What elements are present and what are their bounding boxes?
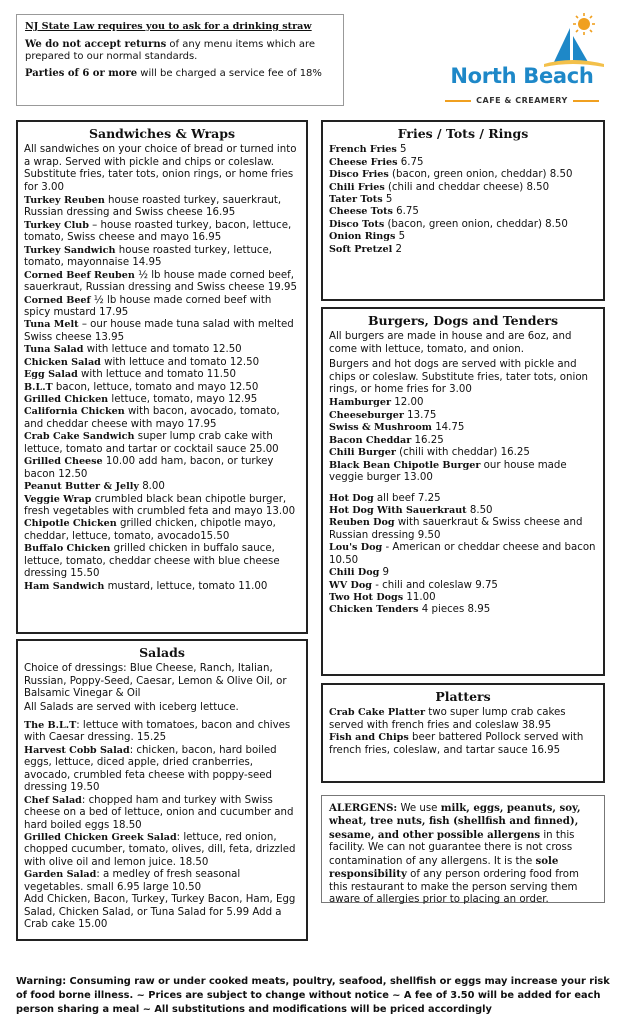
dog-list: [329, 493, 597, 617]
fries-item: [329, 194, 597, 206]
salad-item: [24, 795, 300, 832]
salad-item-name: The B.L.T: [24, 720, 77, 731]
burger-item-desc: 16.25: [411, 434, 444, 446]
burger-item: [329, 410, 597, 422]
fries-item-desc: 2: [392, 243, 402, 255]
dog-item-name: WV Dog: [329, 579, 372, 591]
dog-item-name: Lou's Dog: [329, 542, 383, 554]
sandwich-item-desc: 10.00 add ham, bacon, or turkey bacon 12.50: [24, 456, 274, 480]
sandwich-item-desc: with bacon, avocado, tomato, and cheddar cheese with mayo 17.95: [24, 406, 280, 430]
platter-list: [329, 707, 597, 757]
burger-item-desc: 13.75: [403, 409, 437, 421]
logo-name: North Beach: [450, 64, 594, 88]
salad-item-desc: : chopped ham and turkey with Swiss cheese on a bed of lettuce, onion and cucumber and hard boiled eggs 18.50: [24, 794, 294, 831]
allergen-label: ALERGENS:: [329, 802, 398, 814]
burger-item-desc: 12.00: [391, 397, 424, 409]
fries-item-name: Chili Fries: [329, 181, 385, 193]
salad-item-name: Chef Salad: [24, 794, 82, 806]
burger-list: [329, 397, 597, 484]
salads-lettuce-note: All Salads are served with iceberg lettuce.: [24, 701, 239, 713]
salads-section: [16, 639, 308, 941]
fries-item: [329, 231, 597, 243]
dog-item-desc: 4 pieces 8.95: [418, 604, 491, 616]
allergen-list: milk, eggs, peanuts, soy, wheat, tree nuts, fish (shellfish and finned), sesame, and other possible allergens: [329, 802, 581, 841]
sandwich-item-name: Ham Sandwich: [24, 580, 105, 592]
sandwich-item-name: Chicken Salad: [24, 356, 101, 368]
dog-item-desc: - American or cheddar cheese and bacon 10.50: [329, 542, 596, 566]
burger-item-name: Cheeseburger: [329, 409, 404, 421]
burger-item-name: Chili Burger: [329, 447, 396, 459]
sandwiches-title: Sandwiches & Wraps: [88, 126, 236, 141]
sandwich-item-name: Tuna Salad: [24, 344, 84, 356]
salad-item-desc: : lettuce, red onion, chopped cucumber, tomato, olives, dill, feta, drizzled with olive oil and lemon juice. 18.50: [24, 831, 296, 868]
sandwiches-intro: All sandwiches on your choice of bread or turned into a wrap. Served with pickle and chips or coleslaw. Substitute fries, tater tots, onion rings, or home fries for 3.00: [24, 144, 297, 193]
sandwich-item-desc: mustard, lettuce, tomato 11.00: [104, 580, 268, 592]
sandwiches-section: [16, 120, 308, 634]
fries-item-name: Onion Rings: [329, 231, 396, 243]
burger-item: [329, 397, 597, 409]
platter-item-name: Fish and Chips: [329, 732, 409, 744]
fries-item: [329, 244, 597, 256]
sandwich-item-name: Tuna Melt: [24, 319, 79, 331]
platter-item-name: Crab Cake Platter: [329, 707, 425, 719]
fries-item-desc: 5: [395, 231, 406, 243]
dog-item-desc: with sauerkraut & Swiss cheese and Russian dressing 9.50: [329, 517, 583, 541]
burger-item: [329, 447, 597, 459]
sandwich-item-name: Chipotle Chicken: [24, 518, 117, 530]
dog-item-desc: 11.00: [403, 592, 436, 603]
fries-item-name: Disco Tots: [329, 218, 385, 230]
burger-item-name: Swiss & Mushroom: [329, 422, 432, 434]
salads-title: Salads: [139, 645, 185, 660]
sandwich-item-desc: grilled chicken, chipotle mayo, cheddar, lettuce, tomato, avocado15.50: [24, 518, 276, 542]
sandwich-item-desc: – house roasted turkey, bacon, lettuce, tomato, Swiss cheese and mayo 16.95: [24, 219, 292, 244]
dog-item-name: Hot Dog: [329, 492, 374, 504]
fries-item: [329, 219, 597, 231]
dog-item: [329, 505, 597, 517]
sandwich-item: [24, 431, 300, 456]
sandwich-item: [24, 494, 300, 519]
dog-item-name: Chili Dog: [329, 567, 380, 579]
fries-item-name: Cheese Tots: [329, 206, 393, 218]
burger-item-name: Bacon Cheddar: [329, 434, 412, 446]
sandwich-item-name: Turkey Club: [24, 219, 89, 231]
sandwich-item-desc: – our house made tuna salad with melted Swiss cheese 13.95: [24, 319, 294, 343]
salad-item-desc: : lettuce with tomatoes, bacon and chives with Caesar dressing. 15.25: [24, 720, 291, 744]
party-fee-policy: Parties of 6 or more will be charged a service fee of 18%: [25, 68, 322, 80]
sandwich-item-desc: lettuce, tomato, mayo 12.95: [108, 394, 258, 405]
sandwich-item: [24, 394, 300, 406]
fries-section: [321, 120, 605, 301]
returns-policy: We do not accept returns of any menu items which are prepared to our normal standards.: [25, 38, 316, 62]
sandwich-item-name: Peanut Butter & Jelly: [24, 481, 139, 493]
dog-item: [329, 567, 597, 579]
burgers-sides-note: Burgers and hot dogs are served with pickle and chips or coleslaw. Substitute fries, tater tots, onion rings, or home fries for 3.00: [329, 359, 589, 395]
fries-item: [329, 169, 597, 181]
platter-item-desc: two super lump crab cakes served with french fries and coleslaw 38.95: [329, 707, 566, 731]
sandwich-item-name: Veggie Wrap: [24, 493, 92, 505]
dog-item: [329, 493, 597, 505]
logo-subtitle: CAFE & CREAMERY: [432, 96, 612, 106]
dog-item: [329, 542, 597, 567]
sandwich-item-desc: with lettuce and tomato 12.50: [83, 344, 242, 356]
salad-item-name: Garden Salad: [24, 869, 97, 881]
fries-list: [329, 144, 597, 256]
dog-item-name: Chicken Tenders: [329, 604, 419, 616]
burger-item-name: Hamburger: [329, 397, 392, 409]
fries-item: [329, 206, 597, 218]
burger-item-desc: (chili with cheddar) 16.25: [395, 447, 530, 459]
sandwich-item: [24, 382, 300, 394]
fries-item-name: Disco Fries: [329, 169, 389, 181]
burger-item-name: Black Bean Chipotle Burger: [329, 459, 481, 471]
sandwich-item: [24, 270, 300, 295]
sun-icon: [573, 13, 595, 35]
sailboat-icon: [554, 28, 588, 62]
salad-item-desc: : chicken, bacon, hard boiled eggs, lettuce, diced apple, dried cranberries, avocado, crumbled feta cheese with poppy-seed dressing 19.50: [24, 744, 277, 794]
sandwich-item-desc: house roasted turkey, lettuce, tomato, mayonnaise 14.95: [24, 244, 273, 269]
dog-item-desc: all beef 7.25: [373, 492, 441, 504]
salad-list: [24, 720, 300, 894]
salads-dressings: Choice of dressings: Blue Cheese, Ranch, Italian, Russian, Poppy-Seed, Caesar, Lemon & Olive Oil, or Balsamic Vinegar & Oil: [24, 663, 287, 700]
fries-item-name: Soft Pretzel: [329, 243, 393, 255]
burgers-intro: All burgers are made in house and are 6oz, and come with lettuce, tomato, and onion.: [329, 331, 572, 355]
burger-item: [329, 422, 597, 434]
north-beach-logo: [432, 10, 612, 110]
sandwich-item: [24, 295, 300, 320]
fries-item: [329, 182, 597, 194]
fries-item-name: French Fries: [329, 144, 397, 156]
fries-item-desc: 6.75: [397, 156, 424, 168]
sandwich-item: [24, 369, 300, 381]
burger-item-desc: 14.75: [431, 422, 465, 434]
salad-addons: Add Chicken, Bacon, Turkey, Turkey Bacon, Ham, Egg Salad, Chicken Salad, or Tuna Salad for 5.99 Add a Crab cake 15.00: [24, 894, 296, 930]
dog-item-name: Reuben Dog: [329, 517, 395, 529]
sandwich-item-desc: with lettuce and tomato 12.50: [100, 356, 260, 368]
platters-section: [321, 683, 605, 783]
burger-item-desc: our house made veggie burger 13.00: [329, 459, 567, 484]
sandwich-item-name: Buffalo Chicken: [24, 543, 111, 555]
salad-item-name: Grilled Chicken Greek Salad: [24, 831, 177, 843]
fries-title: Fries / Tots / Rings: [397, 126, 529, 141]
sandwich-item-desc: house roasted turkey, sauerkraut, Russian dressing and Swiss cheese 16.95: [24, 195, 282, 219]
fries-item: [329, 157, 597, 169]
sandwich-item-desc: crumbled black bean chipotle burger, fresh vegetables with crumbled feta and mayo 13.00: [24, 493, 296, 517]
burgers-section: [321, 307, 605, 676]
sandwich-item-desc: bacon, lettuce, tomato and mayo 12.50: [52, 381, 259, 393]
sandwich-item: [24, 245, 300, 270]
dog-item-name: Hot Dog With Sauerkraut: [329, 504, 467, 516]
sandwich-item-name: California Chicken: [24, 406, 125, 418]
sandwich-item-name: Crab Cake Sandwich: [24, 431, 135, 443]
fries-item-desc: (bacon, green onion, cheddar) 8.50: [388, 169, 573, 181]
sandwich-item: [24, 518, 300, 543]
sandwich-item-name: Egg Salad: [24, 369, 78, 381]
sandwich-item-name: B.L.T: [24, 381, 53, 393]
sandwich-item-name: Corned Beef Reuben: [24, 269, 135, 281]
fries-item-desc: 6.75: [392, 206, 419, 218]
sandwich-item-name: Grilled Cheese: [24, 456, 103, 468]
sandwich-item-desc: grilled chicken in buffalo sauce, lettuce, tomato, cheddar cheese with blue cheese dressing 15.50: [24, 543, 280, 580]
sandwich-item: [24, 357, 300, 369]
dog-item-desc: - chili and coleslaw 9.75: [372, 579, 498, 591]
sandwich-item-desc: ½ lb house made corned beef, sauerkraut, Russian dressing and Swiss cheese 19.95: [24, 269, 297, 294]
platter-item-desc: beer battered Pollock served with french fries, coleslaw, and tartar sauce 16.95: [329, 732, 584, 756]
dog-item: [329, 604, 597, 616]
sandwich-item-desc: ½ lb house made corned beef with spicy mustard 17.95: [24, 294, 272, 318]
salad-item-name: Harvest Cobb Salad: [24, 744, 130, 756]
fries-item-desc: (chili and cheddar cheese) 8.50: [384, 181, 550, 193]
burger-item: [329, 460, 597, 485]
sandwich-item: [24, 581, 300, 593]
salad-item: [24, 869, 300, 894]
dog-item-desc: 9: [379, 567, 390, 579]
sandwich-item-desc: with lettuce and tomato 11.50: [77, 369, 236, 381]
fries-item-name: Tater Tots: [329, 194, 383, 205]
sandwich-item: [24, 543, 300, 580]
sandwich-item-name: Grilled Chicken: [24, 394, 109, 405]
dog-item-desc: 8.50: [466, 504, 493, 516]
fries-item-name: Cheese Fries: [329, 156, 398, 168]
salad-item: [24, 745, 300, 795]
dog-item-name: Two Hot Dogs: [329, 592, 404, 603]
salad-item-desc: : a medley of fresh seasonal vegetables. small 6.95 large 10.50: [24, 869, 241, 893]
sandwich-item: [24, 319, 300, 344]
fries-item-desc: 5: [382, 194, 393, 205]
fries-item-desc: (bacon, green onion, cheddar) 8.50: [384, 218, 568, 230]
fries-item: [329, 144, 597, 156]
salad-item: [24, 832, 300, 869]
sandwich-item: [24, 406, 300, 431]
sandwich-item-desc: 8.00: [138, 481, 165, 493]
sandwich-item: [24, 344, 300, 356]
sandwich-item-name: Turkey Reuben: [24, 195, 105, 206]
fries-item-desc: 5: [396, 144, 407, 156]
platter-item: [329, 707, 597, 732]
sandwich-item: [24, 481, 300, 493]
dog-item: [329, 517, 597, 542]
sandwich-item-desc: super lump crab cake with lettuce, tomato and tartar or cocktail sauce 25.00: [24, 431, 279, 455]
dog-item: [329, 580, 597, 592]
platter-item: [329, 732, 597, 757]
platters-title: Platters: [435, 689, 491, 704]
sandwich-item-name: Turkey Sandwich: [24, 244, 116, 256]
food-warning: Warning: Consuming raw or under cooked meats, poultry, seafood, shellfish or eggs may increase your risk of food borne illness. ~ Prices are subject to change without notice ~ A fee of 3.50 will be added for each person sharing a meal ~ All substitutions and modifications will be priced accordingly: [16, 976, 610, 1016]
dog-item: [329, 592, 597, 604]
sandwich-item: [24, 220, 300, 245]
straw-law-notice: NJ State Law requires you to ask for a drinking straw: [25, 21, 312, 32]
salad-item: [24, 720, 300, 745]
sandwich-item: [24, 456, 300, 481]
allergen-notice: ALERGENS: We use milk, eggs, peanuts, soy, wheat, tree nuts, fish (shellfish and finned), sesame, and other possible allergens in this facility. We can not guarantee there is not cross contamination of any allergens. It is the sole responsibility of any person ordering food from this restaurant to make the person serving them aware of allergies prior to placing an order.: [321, 795, 605, 903]
sandwich-item-name: Corned Beef: [24, 294, 91, 306]
burger-item: [329, 435, 597, 447]
sandwich-item: [24, 195, 300, 220]
sandwich-list: [24, 195, 300, 593]
notice-box: [16, 14, 344, 106]
burgers-title: Burgers, Dogs and Tenders: [367, 313, 559, 328]
